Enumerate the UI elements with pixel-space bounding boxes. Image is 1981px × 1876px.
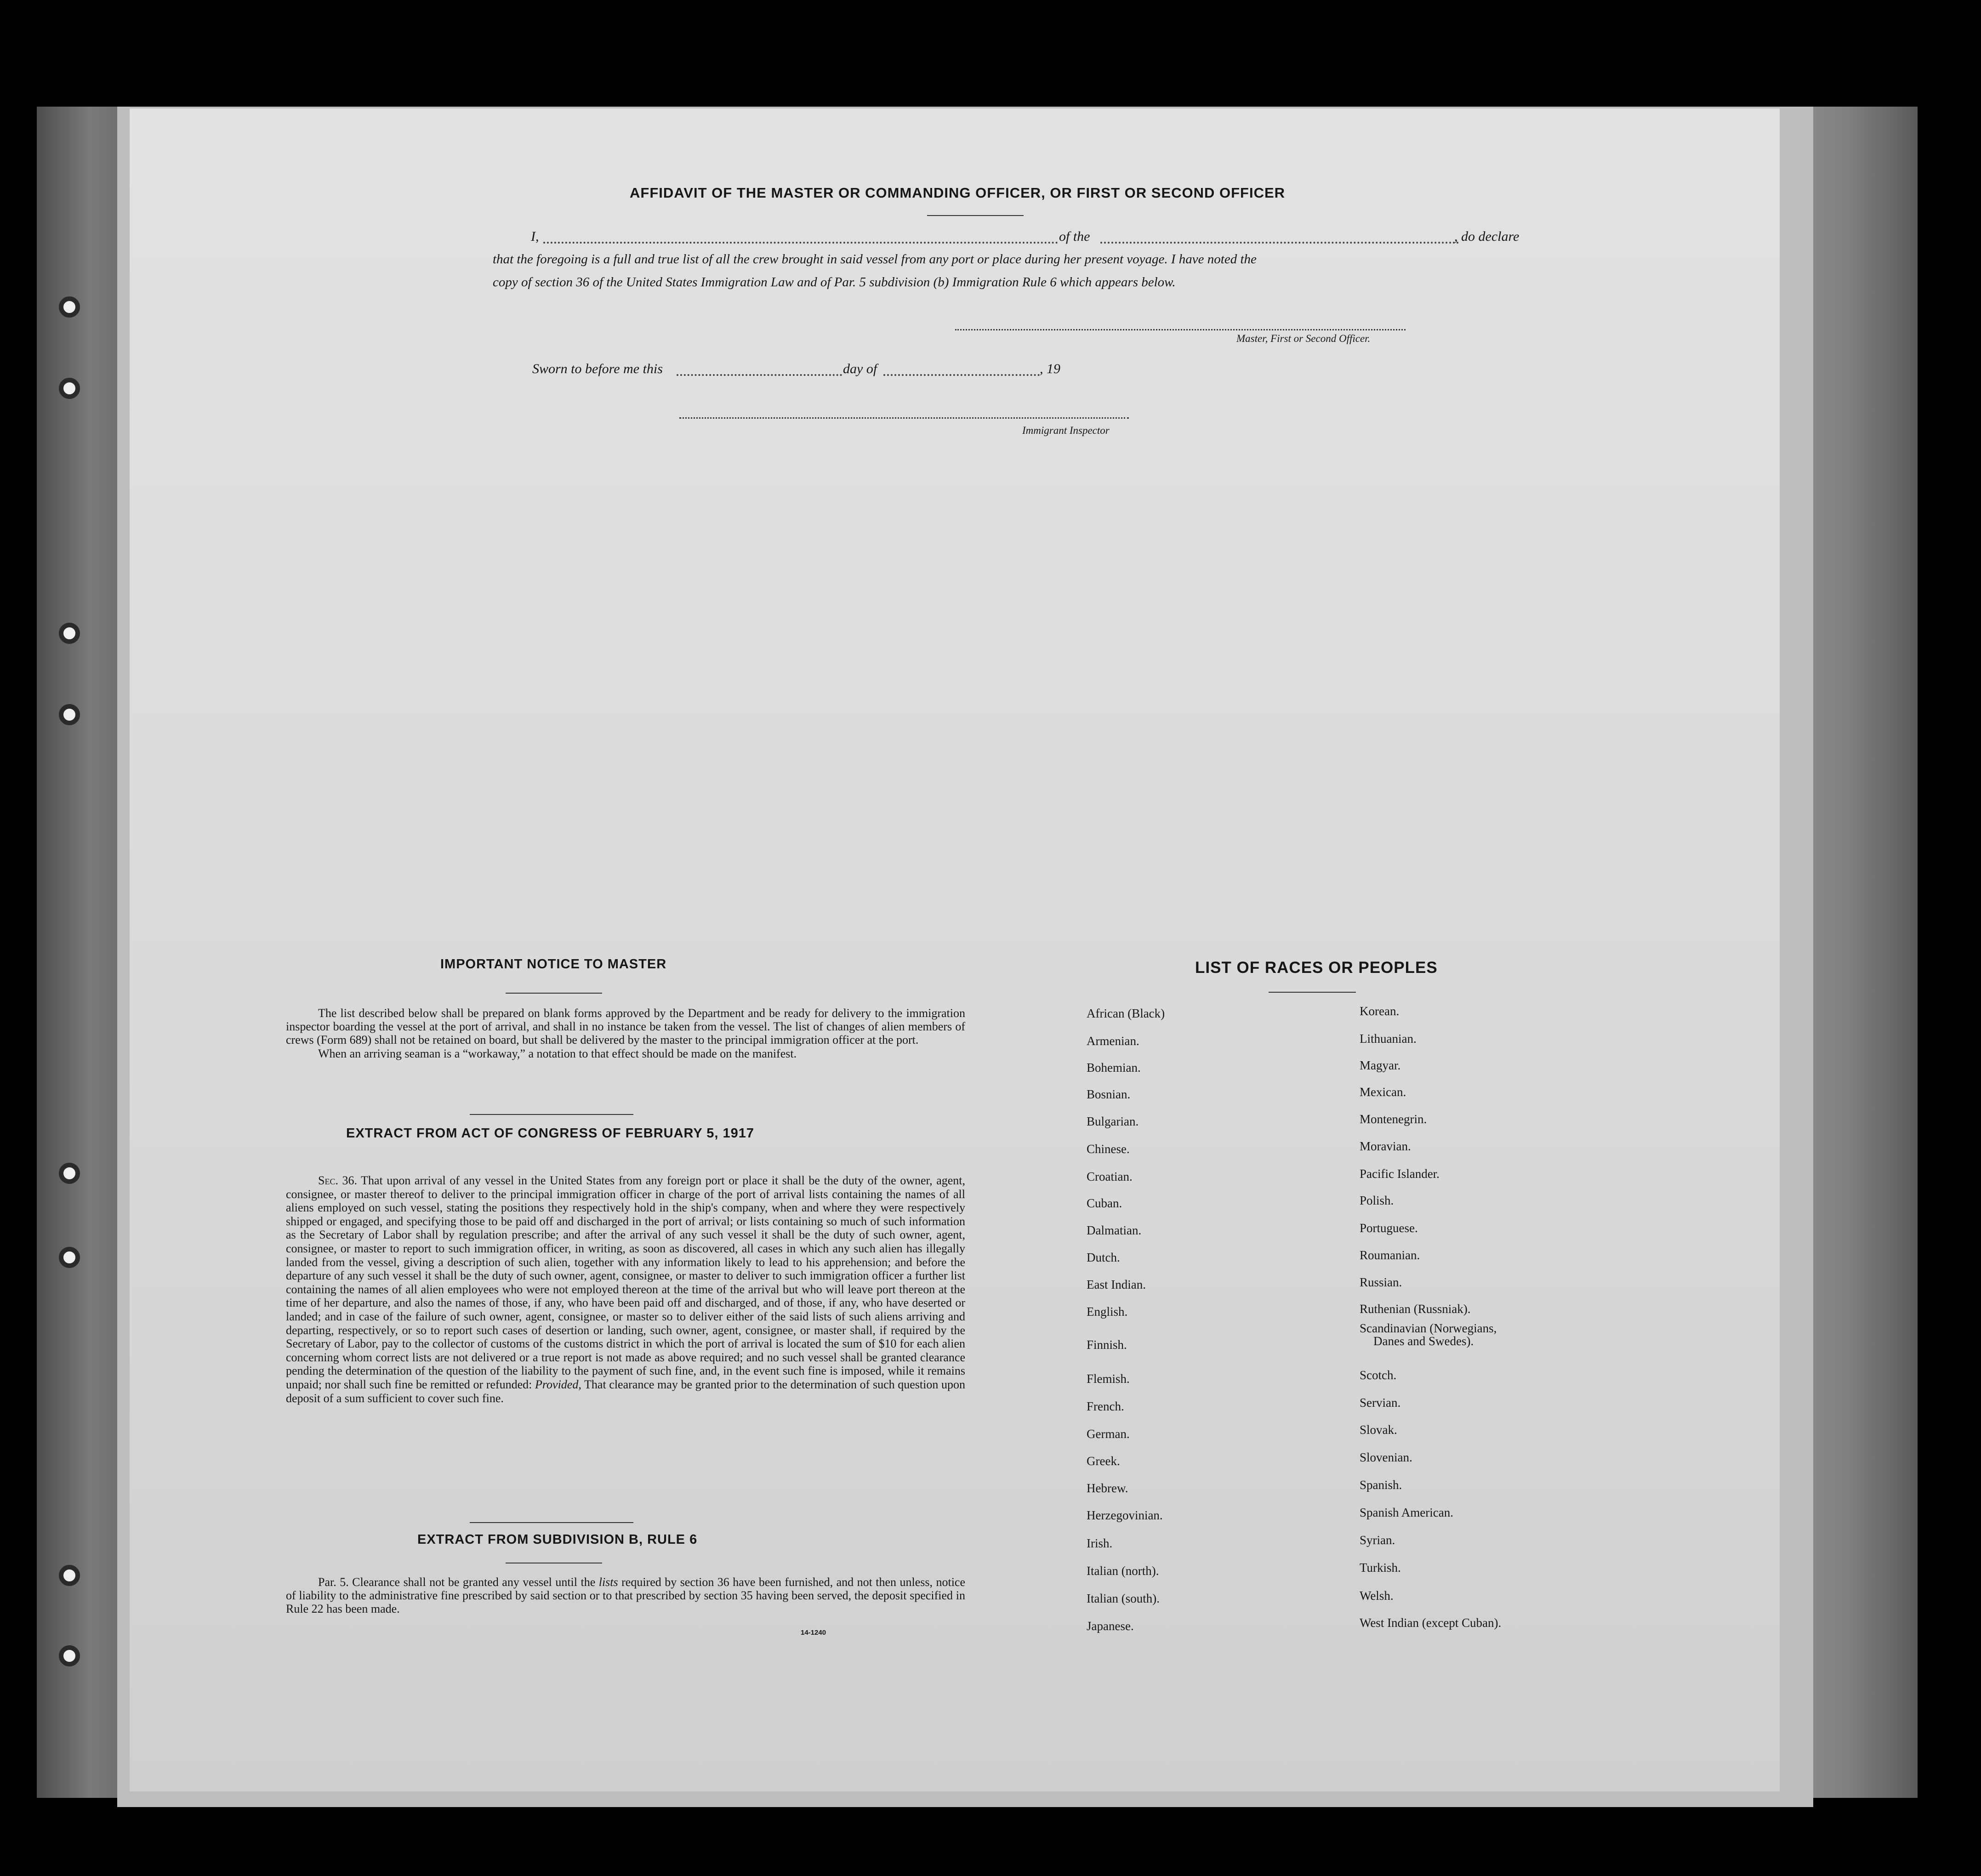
extract-rule-paragraph [286, 1575, 965, 1616]
race-item: Portuguese. [1360, 1221, 1418, 1235]
extract-act-title: EXTRACT FROM ACT OF CONGRESS OF FEBRUARY 5, 1917 [346, 1126, 755, 1141]
race-item: Armenian. [1087, 1034, 1139, 1048]
race-item: Dalmatian. [1087, 1223, 1142, 1237]
inspector-caption: Immigrant Inspector [1022, 425, 1110, 436]
race-item: Italian (south). [1087, 1592, 1160, 1605]
race-item: German. [1087, 1427, 1130, 1441]
rule-text-a: Par. 5. Clearance shall not be granted any vessel until the [318, 1575, 596, 1589]
race-item: French. [1087, 1399, 1124, 1413]
race-item: Turkish. [1360, 1561, 1401, 1575]
race-item: Roumanian. [1360, 1248, 1420, 1262]
section-36-tail: That clearance may be granted prior to the determination of such question upon deposit of a sum sufficient to cover such fine. [286, 1377, 965, 1405]
race-item: Chinese. [1087, 1142, 1130, 1156]
race-item: Spanish American. [1360, 1506, 1453, 1519]
race-item: Cuban. [1087, 1196, 1122, 1210]
race-item: Moravian. [1360, 1139, 1411, 1153]
affidavit-do-declare: , do declare [1454, 229, 1520, 244]
races-title: LIST OF RACES OR PEOPLES [1195, 959, 1438, 977]
sworn-day-of: day of [843, 361, 877, 376]
race-item: Dutch. [1087, 1251, 1120, 1264]
binder-hole-left-6 [59, 1247, 80, 1268]
race-item: Italian (north). [1087, 1564, 1159, 1578]
signature-caption: Master, First or Second Officer. [1236, 333, 1371, 344]
race-item: Polish. [1360, 1194, 1394, 1207]
races-title-rule [1269, 992, 1356, 993]
section-label: Sec. 36. [318, 1174, 358, 1187]
race-item: Bohemian. [1087, 1061, 1141, 1074]
race-item: Slovak. [1360, 1423, 1397, 1437]
rule-section-rule [470, 1522, 633, 1523]
binder-hole-left-4 [59, 704, 80, 725]
sworn-month-blank [883, 374, 1040, 376]
race-item: African (Black) [1087, 1006, 1165, 1020]
race-item: Herzegovinian. [1087, 1508, 1163, 1522]
race-item: English. [1087, 1305, 1128, 1319]
form-number: 14-1240 [801, 1629, 826, 1637]
master-name-blank [543, 242, 1058, 244]
extract-act-paragraph [286, 1174, 965, 1405]
binder-hole-left-2 [59, 378, 80, 399]
notice-paragraph-2: When an arriving seaman is a “workaway,” a notation to that effect should be made on the manifest. [318, 1046, 797, 1060]
race-item: Russian. [1360, 1275, 1402, 1289]
sworn-prefix: Sworn to before me this [532, 361, 663, 376]
affidavit-line-3: copy of section 36 of the United States Immigration Law and of Par. 5 subdivision (b) Immigration Rule 6 which appears below. [493, 275, 1176, 290]
binder-hole-left-8 [59, 1645, 80, 1666]
race-item: Montenegrin. [1360, 1112, 1427, 1126]
race-item: Syrian. [1360, 1533, 1395, 1547]
race-item: Finnish. [1087, 1338, 1127, 1352]
notice-title: IMPORTANT NOTICE TO MASTER [440, 957, 667, 972]
race-item: Slovenian. [1360, 1450, 1412, 1464]
affidavit-line-2: that the foregoing is a full and true list of all the crew brought in said vessel from any port or place during her present voyage. I have noted the [493, 252, 1257, 267]
rule-lists-word: lists [598, 1575, 618, 1589]
sworn-day-blank [677, 374, 842, 376]
extract-act-body [286, 1174, 965, 1405]
vessel-name-blank [1100, 242, 1459, 244]
affidavit-of-the-label: of the [1059, 229, 1090, 244]
race-item: Welsh. [1360, 1589, 1394, 1603]
notice-title-rule [506, 993, 602, 994]
notice-paragraph-1: The list described below shall be prepared on blank forms approved by the Department and be ready for delivery to the immigration inspector boarding the vessel at the port of arrival, and shall in no instance be taken from the vessel. The list of changes of alien members of crews (Form 689) shall not be retained on board, but shall be delivered by the master to the principal immigration officer at the port. [286, 1006, 965, 1047]
extract-rule-body [286, 1575, 965, 1616]
affidavit-title-rule [927, 215, 1024, 216]
notice-body [286, 1006, 965, 1060]
binder-hole-left-1 [59, 296, 80, 318]
document-page [130, 108, 1780, 1791]
race-item: Lithuanian. [1360, 1032, 1417, 1046]
binder-hole-left-3 [59, 623, 80, 644]
binder-hole-left-5 [59, 1163, 80, 1184]
race-item: Spanish. [1360, 1478, 1402, 1492]
race-item: Greek. [1087, 1454, 1120, 1468]
inspector-signature-line [679, 417, 1129, 419]
sworn-year: , 19 [1040, 361, 1060, 376]
race-item: Bosnian. [1087, 1087, 1131, 1101]
race-item: Bulgarian. [1087, 1114, 1139, 1128]
race-item: Ruthenian (Russniak). [1360, 1302, 1471, 1316]
section-36-text: That upon arrival of any vessel in the United States from any foreign port or place it shall be the duty of the owner, agent, consignee, or master thereof to deliver to the principal immigration officer in charge of the port of arrival lists containing the names of all aliens employed on such vessel, stating the positions they respectively hold in the ship's company, when and where they were respectively shipped or engaged, and specifying those to be paid off and discharged in the port of arrival; or lists containing so much of such information as the Secretary of Labor shall by regulation prescribe; and after the arrival of any such vessel it shall be the duty of such owner, agent, consignee, or master to report to such immigration officer, in writing, as soon as discovered, all cases in which any such alien has illegally landed from the vessel, giving a description of such alien, together with any information likely to lead to his apprehension; and before the departure of any such vessel it shall be the duty of such owner, agent, consignee, or master to deliver to such immigration officer a further list containing the names of all alien employees who were not employed thereon at the time of the arrival but who will leave port thereon at the time of her departure, and also the names of those, if any, who have been paid off and discharged, and of those, if any, who have deserted or landed; and in case of the failure of such owner, agent, consignee, or master so to deliver either of the said lists of such aliens arriving and departing, respectively, or so to report such cases of desertion or landing, such owner, agent, consignee, or master shall, if required by the Secretary of Labor, pay to the collector of customs of the customs district in which the port of arrival is located the sum of $10 for each alien concerning whom correct lists are not delivered or a true report is not made as above required; and no such vessel shall be granted clearance pending the determination of the question of the liability to the payment of such fine, and, in the event such fine is imposed, while it remains unpaid; nor shall such fine be remitted or refunded: [286, 1174, 965, 1391]
act-section-rule [470, 1114, 633, 1115]
rule-text-b: required by section 36 have been furnished, and not then unless, notice of liability to the administrative fine prescribed by said section or to that prescribed by section 35 having been served, the deposit specified in Rule 22 has been made. [286, 1575, 966, 1616]
provided-word: Provided, [535, 1377, 581, 1391]
race-item: Scotch. [1360, 1368, 1397, 1382]
race-item: Korean. [1360, 1004, 1400, 1018]
race-item: Flemish. [1087, 1372, 1130, 1386]
affidavit-i-label: I, [531, 229, 539, 244]
binder-hole-left-7 [59, 1565, 80, 1586]
race-item: Croatian. [1087, 1170, 1133, 1183]
race-item: Hebrew. [1087, 1481, 1128, 1495]
race-item: Danes and Swedes). [1373, 1334, 1474, 1348]
race-item: East Indian. [1087, 1278, 1146, 1291]
race-item: Pacific Islander. [1360, 1167, 1440, 1181]
affidavit-title: AFFIDAVIT OF THE MASTER OR COMMANDING OFFICER, OR FIRST OR SECOND OFFICER [630, 185, 1286, 201]
extract-rule-title: EXTRACT FROM SUBDIVISION B, RULE 6 [417, 1532, 698, 1547]
race-item: Irish. [1087, 1536, 1113, 1550]
race-item: West Indian (except Cuban). [1360, 1616, 1502, 1630]
race-item: Scandinavian (Norwegians, [1360, 1321, 1497, 1335]
race-item: Japanese. [1087, 1619, 1134, 1633]
race-item: Magyar. [1360, 1058, 1401, 1072]
race-item: Servian. [1360, 1396, 1401, 1410]
signature-line [955, 329, 1406, 330]
race-item: Mexican. [1360, 1085, 1406, 1099]
